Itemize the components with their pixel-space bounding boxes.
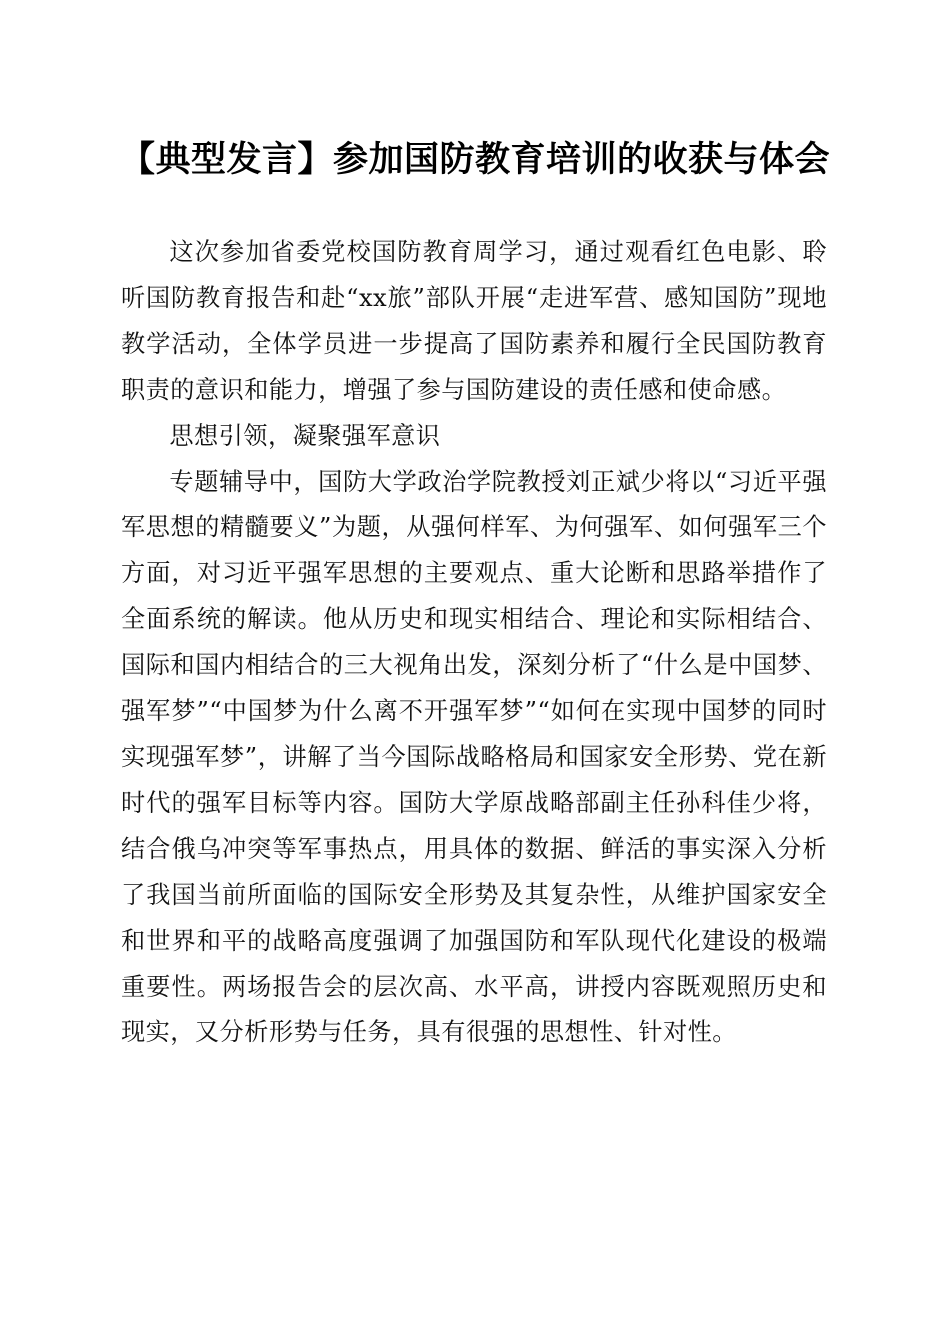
intro-paragraph: 这次参加省委党校国防教育周学习，通过观看红色电影、聆听国防教育报告和赴“xx旅”部队开展“走进军营、感知国防”现地教学活动，全体学员进一步提高了国防素养和履行全民国防教育职责的意识和能力，增强了参与国防建设的责任感和使命感。: [121, 238, 827, 404]
section-heading: 思想引领，凝聚强军意识: [169, 421, 441, 450]
document-body: [121, 230, 827, 1056]
document-title: 【典型发言】参加国防教育培训的收获与体会: [119, 139, 830, 180]
body-paragraph: 专题辅导中，国防大学政治学院教授刘正斌少将以“习近平强军思想的精髓要义”为题，从强何样军、为何强军、如何强军三个方面，对习近平强军思想的主要观点、重大论断和思路举措作了全面系统的解读。他从历史和现实相结合、理论和实际相结合、国际和国内相结合的三大视角出发，深刻分析了“什么是中国梦、强军梦”“中国梦为什么离不开强军梦”“如何在实现中国梦的同时实现强军梦”，讲解了当今国际战略格局和国家安全形势、党在新时代的强军目标等内容。国防大学原战略部副主任孙科佳少将，结合俄乌冲突等军事热点，用具体的数据、鲜活的事实深入分析了我国当前所面临的国际安全形势及其复杂性，从维护国家安全和世界和平的战略高度强调了加强国防和军队现代化建设的极端重要性。两场报告会的层次高、水平高，讲授内容既观照历史和现实，又分析形势与任务，具有很强的思想性、针对性。: [121, 467, 827, 1047]
